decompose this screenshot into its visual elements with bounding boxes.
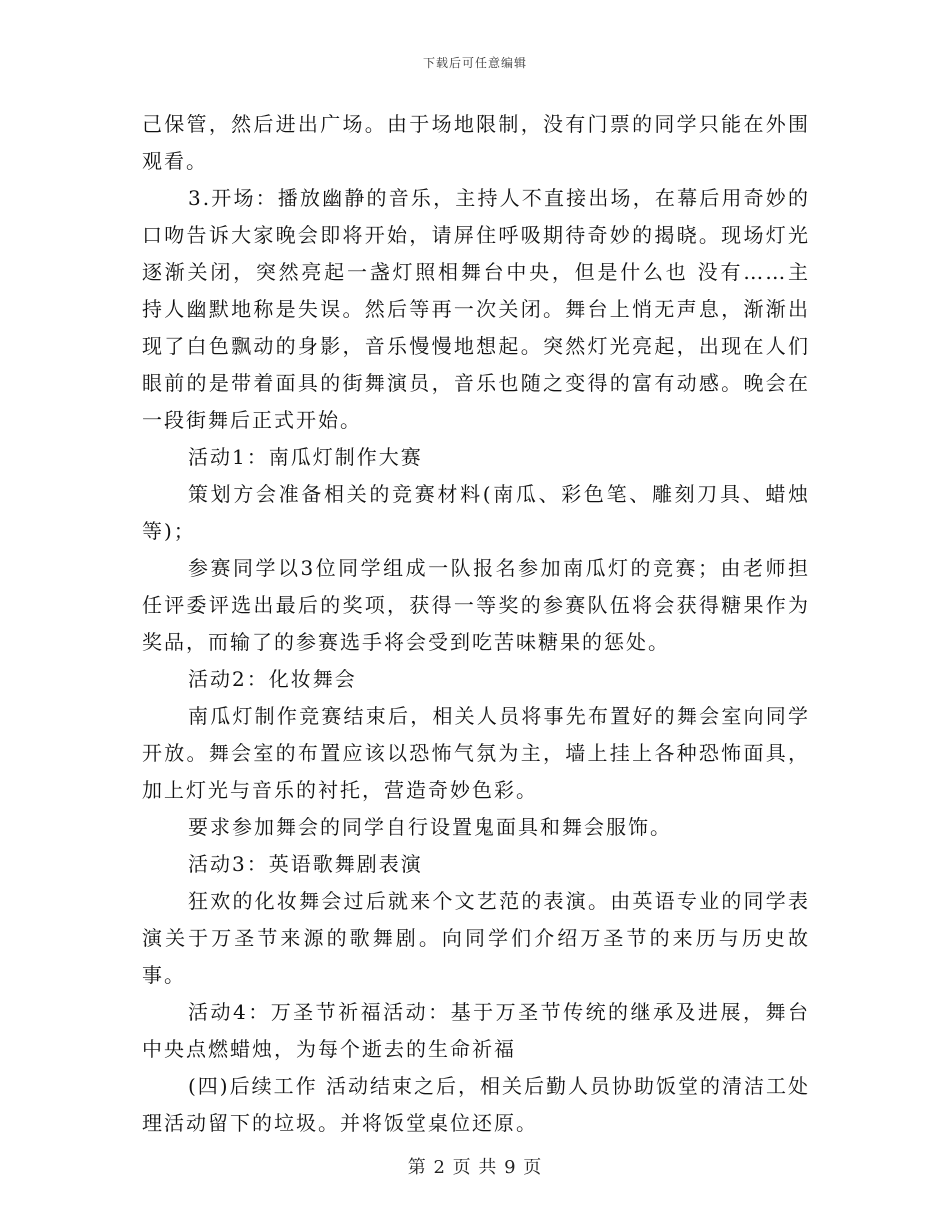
paragraph-musical: 狂欢的化妆舞会过后就来个文艺范的表演。由英语专业的同学表演关于万圣节来源的歌舞剧。向同学们介绍万圣节的来历与历史故事。 [142, 889, 810, 987]
activity-2-heading: 活动2：化妆舞会 [188, 667, 357, 691]
paragraph-continuation: 己保管，然后进出广场。由于场地限制，没有门票的同学只能在外围观看。 [142, 112, 810, 173]
paragraph-costume: 要求参加舞会的同学自行设置鬼面具和舞会服饰。 [188, 815, 672, 839]
document-body [142, 106, 810, 1142]
activity-3-heading: 活动3：英语歌舞剧表演 [188, 852, 423, 876]
paragraph-contest-rules: 参赛同学以3位同学组成一队报名参加南瓜灯的竞赛；由老师担任评委评选出最后的奖项，获得一等奖的参赛队伍将会获得糖果作为奖品，而输了的参赛选手将会受到吃苦味糖果的惩处。 [142, 556, 810, 654]
page-number: 第 2 页 共 9 页 [407, 1157, 543, 1178]
paragraph-ball-room: 南瓜灯制作竞赛结束后，相关人员将事先布置好的舞会室向同学开放。舞会室的布置应该以恐怖气氛为主，墙上挂上各种恐怖面具，加上灯光与音乐的衬托，营造奇妙色彩。 [142, 704, 810, 802]
paragraph-follow-up: (四)后续工作 活动结束之后，相关后勤人员协助饭堂的清洁工处理活动留下的垃圾。并将饭堂桌位还原。 [142, 1074, 810, 1135]
paragraph-materials: 策划方会准备相关的竞赛材料(南瓜、彩色笔、雕刻刀具、蜡烛等)； [142, 482, 810, 543]
paragraph-opening: 3.开场：播放幽静的音乐，主持人不直接出场，在幕后用奇妙的口吻告诉大家晚会即将开始，请屏住呼吸期待奇妙的揭晓。现场灯光逐渐关闭，突然亮起一盏灯照相舞台中央，但是什么也 没有……主持人幽默地称是失误。然后等再一次关闭。舞台上悄无声息，渐渐出现了白色飘动的身影，音乐慢慢地想起。突然灯光亮起，出现在人们眼前的是带着面具的街舞演员，音乐也随之变得的富有动感。晚会在一段街舞后正式开始。 [142, 186, 810, 432]
page-header: 下载后可任意编辑 [422, 56, 527, 70]
activity-4-paragraph: 活动4：万圣节祈福活动：基于万圣节传统的继承及进展，舞台中央点燃蜡烛，为每个逝去的生命祈福 [142, 1000, 810, 1061]
activity-1-heading: 活动1：南瓜灯制作大赛 [188, 445, 423, 469]
